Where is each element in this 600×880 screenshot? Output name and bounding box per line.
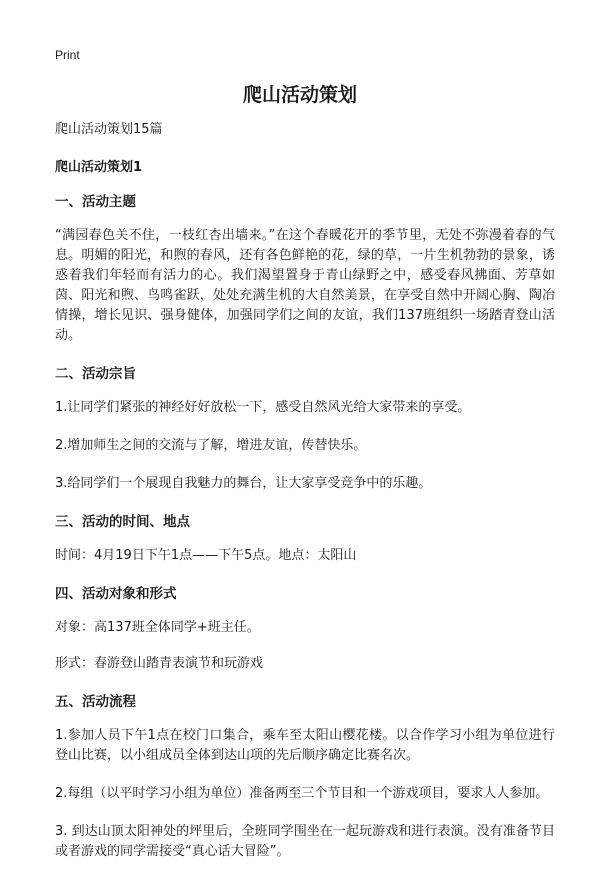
purpose-item: 3.给同学们一个展现自我魅力的舞台，让大家享受竞争中的乐趣。 — [55, 476, 432, 491]
participants-object: 对象：高137班全体同学+班主任。 — [55, 620, 260, 635]
process-item: 1.参加人员下午1点在校门口集合，乘车至太阳山樱花楼。以合作学习小组为单位进行登山比赛，以小组成员全体到达山项的先后顺序确定比赛名次。 — [55, 728, 555, 763]
purpose-item: 2.增加师生之间的交流与了解，增进友谊，传替快乐。 — [55, 438, 367, 453]
process-item: 3. 到达山顶太阳神处的坪里后，全班同学围坐在一起玩游戏和进行表演。没有准备节目或者游戏的同学需接受“真心话大冒险”。 — [55, 824, 555, 859]
section-heading-theme: 一、活动主题 — [55, 194, 136, 210]
article-title: 爬山活动策划1 — [55, 160, 143, 175]
participants-form: 形式：春游登山踏青表演节和玩游戏 — [55, 656, 264, 671]
time-place-text: 时间：4月19日下午1点——下午5点。地点：太阳山 — [55, 548, 357, 563]
section-heading-time-place: 三、活动的时间、地点 — [55, 514, 190, 530]
document-title: 爬山活动策划 — [242, 84, 357, 106]
document-subtitle: 爬山活动策划15篇 — [55, 122, 163, 137]
section-heading-process: 五、活动流程 — [55, 694, 136, 710]
purpose-item: 1.让同学们紧张的神经好好放松一下，感受自然风光给大家带来的享受。 — [55, 400, 471, 415]
document-body — [55, 120, 555, 880]
process-item: 2.每组（以平时学习小组为单位）准备两至三个节目和一个游戏项目，要求人人参加。 — [55, 786, 549, 801]
print-link[interactable]: Print — [55, 48, 80, 62]
section-heading-participants: 四、活动对象和形式 — [55, 586, 177, 602]
section-heading-purpose: 二、活动宗旨 — [55, 366, 136, 382]
theme-paragraph: “满园春色关不住，一枝红杏出墙来。”在这个春暖花开的季节里，无处不弥漫着春的气息。明媚的阳光，和煦的春风，还有各色鲜艳的花，绿的草，一片生机勃勃的景象，诱惑着我们年轻而有活力的心。我们渴望置身于青山绿野之中，感受春风拂面、芳草如茵、阳光和煦、鸟鸣雀跃，处处充满生机的大自然美景，在享受自然中开阔心胸、陶冶情操，增长见识、强身健体，加强同学们之间的友谊，我们137班组织一场踏青登山活动。 — [55, 228, 555, 343]
